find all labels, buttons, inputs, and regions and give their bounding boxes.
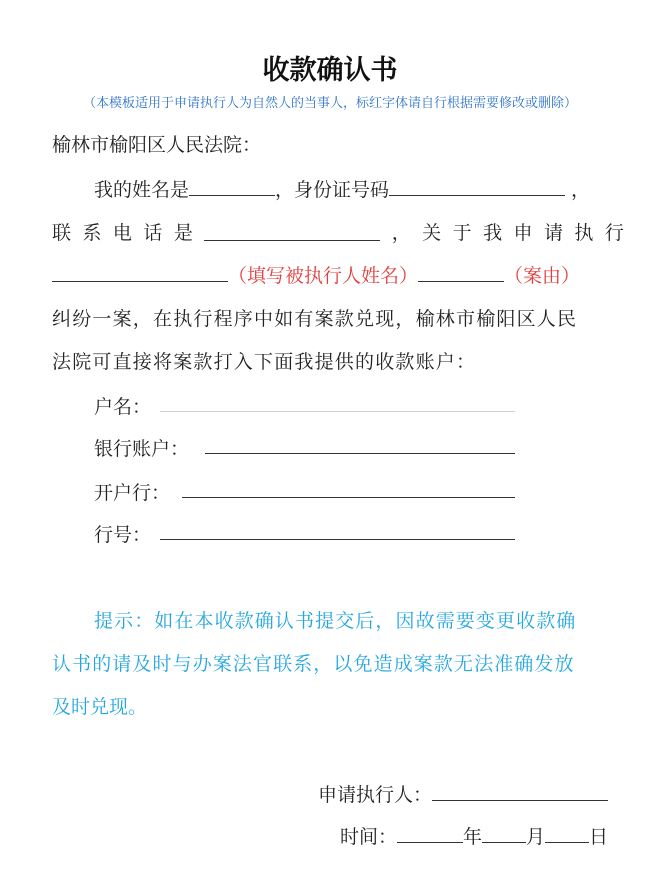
year-blank[interactable] — [397, 841, 463, 843]
bank-number-input[interactable] — [160, 539, 515, 540]
id-number-blank[interactable] — [389, 194, 565, 196]
date-row — [340, 822, 640, 849]
template-note: （本模板适用于申请执行人为自然人的当事人，标红字体请自行根据需要修改或删除） — [82, 96, 577, 111]
para-line-2 — [52, 218, 624, 245]
about-char: 我 — [483, 222, 503, 244]
name-blank[interactable] — [189, 194, 275, 196]
applicant-row — [318, 780, 628, 807]
about-char: 行 — [604, 222, 624, 244]
case-hint: （案由） — [504, 265, 581, 287]
case-blank[interactable] — [418, 280, 504, 282]
document-title: 收款确认书 — [262, 55, 398, 86]
bank-label: 开户行： — [94, 482, 171, 504]
bank-account-input[interactable] — [205, 453, 515, 454]
day-label: 日 — [589, 826, 609, 848]
bank-account-label: 银行账户： — [94, 438, 190, 460]
respondent-hint: （填写被执行人姓名） — [228, 265, 419, 287]
year-label: 年 — [463, 826, 483, 848]
month-label: 月 — [526, 826, 546, 848]
para-line-3 — [52, 261, 632, 288]
tip-line-3: 及时兑现。 — [52, 696, 148, 718]
month-blank[interactable] — [482, 841, 526, 843]
account-name-input[interactable] — [160, 411, 515, 412]
phone-char: 话 — [143, 222, 163, 244]
para-line-1 — [94, 175, 634, 202]
respondent-blank[interactable] — [52, 280, 228, 282]
name-label: 我的姓名是 — [94, 179, 190, 201]
about-char: 执 — [574, 222, 594, 244]
tip-line-1: 提示：如在本收款确认书提交后，因故需要变更收款确 — [94, 610, 577, 632]
applicant-label: 申请执行人： — [318, 784, 433, 806]
time-label: 时间： — [340, 826, 398, 848]
bank-number-label: 行号： — [94, 524, 152, 546]
applicant-blank[interactable] — [432, 799, 608, 801]
bank-input[interactable] — [182, 497, 515, 498]
about-char: 申 — [513, 222, 533, 244]
phone-char: 联 — [52, 222, 72, 244]
court-address: 榆林市榆阳区人民法院： — [52, 134, 262, 156]
account-name-label: 户名： — [94, 396, 152, 418]
about-char: 关 — [422, 222, 442, 244]
phone-char: 系 — [82, 222, 102, 244]
about-char: 请 — [543, 222, 563, 244]
phone-char: 是 — [173, 222, 193, 244]
tip-line-2: 认书的请及时与办案法官联系，以免造成案款无法准确发放 — [52, 653, 575, 675]
para-line-5: 法院可直接将案款打入下面我提供的收款账户： — [52, 351, 477, 373]
para-line-4: 纠纷一案，在执行程序中如有案款兑现，榆林市榆阳区人民 — [52, 308, 578, 330]
about-char: 于 — [452, 222, 472, 244]
phone-blank[interactable] — [204, 239, 380, 241]
id-label: ，身份证号码 — [275, 179, 390, 201]
day-blank[interactable] — [545, 841, 589, 843]
phone-char: 电 — [112, 222, 132, 244]
about-char: ， — [391, 222, 411, 244]
tail-comma: ， — [571, 179, 591, 201]
